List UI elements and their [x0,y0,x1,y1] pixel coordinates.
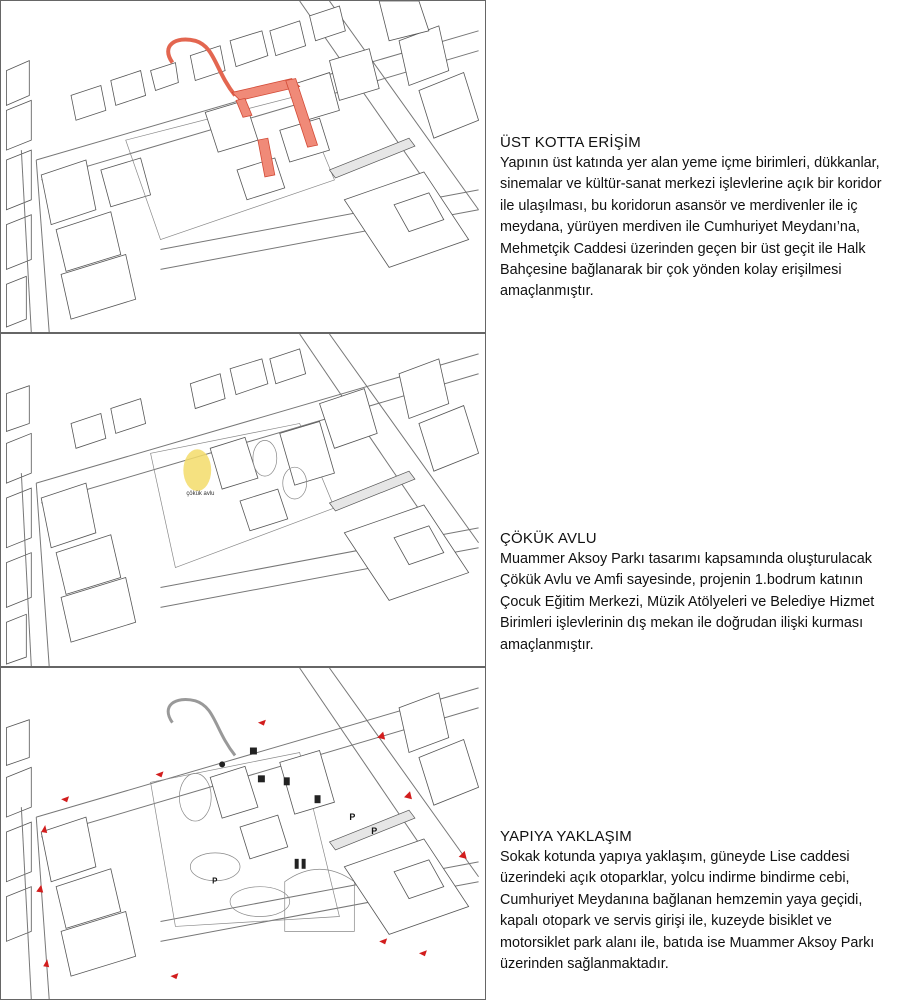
pedestrian-icon [315,795,321,803]
map-panel-approach [0,667,486,1000]
west-buildings [6,720,31,942]
southwest-buildings [41,158,150,319]
parking-strip [329,138,414,178]
section-sunken-courtyard [500,528,890,656]
map-panel-sunken-courtyard [0,333,486,667]
map-panel-upper-access [0,0,486,333]
southwest-buildings [41,483,135,642]
parking-strip [329,471,414,511]
bicycle-icon [219,761,225,767]
axonometric-map-1 [1,1,485,332]
section-body: Muammer Aksoy Parkı tasarımı kapsamında oluşturulacak Çökük Avlu ve Amfi sayesinde, projenin 1.bodrum katının Çocuk Eğitim Merkezi, Müzik Atölyeleri ve Belediye Hizmet Birimleri işlevlerinin dış mekan ile doğrudan ilişki kurması amaçlanmıştır. [500,551,875,653]
east-buildings [344,1,478,267]
west-buildings [6,386,31,664]
restaurant-icon [284,777,290,785]
parking-icon: P [212,876,218,886]
parking-icon: P [371,825,378,836]
courtyard-label: çökük avlu [186,491,215,498]
taxi-icon [250,748,257,755]
section-upper-access [500,132,890,303]
west-buildings [6,61,31,327]
southwest-buildings [41,817,135,976]
sunken-courtyard [183,449,214,497]
cafe-icon [258,775,265,782]
axonometric-map-2 [1,334,485,666]
section-title: ÜST KOTTA ERİŞİM [500,134,641,151]
axonometric-map-3 [1,668,485,999]
parking-icon: P [349,812,356,823]
section-title: ÇÖKÜK AVLU [500,530,597,547]
section-title: YAPIYA YAKLAŞIM [500,828,632,845]
section-approach [500,826,890,975]
north-buildings [71,349,306,448]
pedestrian-icon [295,859,299,869]
section-body: Sokak kotunda yapıya yaklaşım, güneyde Lise caddesi üzerindeki açık otoparklar, yolcu indirme bindirme cebi, Cumhuriyet Meydanına bağlanan hemzemin yaya geçidi, kapalı otopark ve servis girişi ile, kuzeyde bisiklet ve motorsiklet park alanı ile, batıda ise Muammer Aksoy Parkı üzerinden sağlanmaktadır. [500,849,875,973]
pedestrian-icon [302,859,306,869]
overpass-bridge [168,700,235,756]
section-body: Yapının üst katında yer alan yeme içme birimleri, dükkanlar, sinemalar ve kültür-sanat merkezi işlevlerine açık bir koridor ile ulaşılması, bu koridorun asansör ve merdivenler ile iç meydana, yürüyen merdiven ile Cumhuriyet Meydanı’na, Mehmetçik Caddesi üzerinden geçen bir üst geçit ile Halk Bahçesine bağlanarak bir çok yönden kolay erişilmesi amaçlanmıştır. [500,155,882,300]
